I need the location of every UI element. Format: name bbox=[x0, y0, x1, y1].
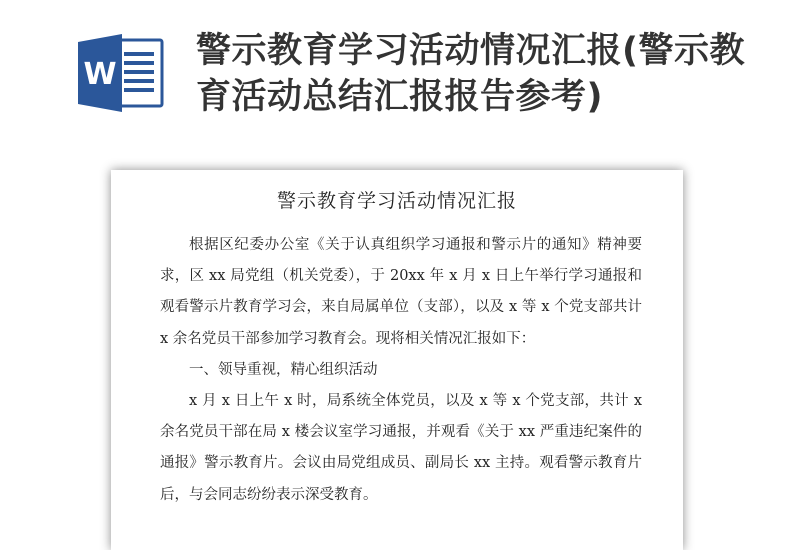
page-title: 警示教育学习活动情况汇报(警示教育活动总结汇报报告参考) bbox=[196, 31, 745, 117]
document-paragraph: x 月 x 日上午 x 时，局系统全体党员，以及 x 等 x 个党支部，共计 x 余名党员干部在局 x 楼会议室学习通报，并观看《关于 xx 严重违纪案件的通报》警示教育片。会议由局党组成员、副局长 xx 主持。观看警示教育片后，与会同志纷纷表示深受教育。 bbox=[160, 393, 642, 503]
document-section-heading: 一、领导重视，精心组织活动 bbox=[189, 361, 378, 378]
word-icon-letter: W bbox=[83, 57, 117, 92]
document-body bbox=[160, 230, 642, 511]
document-heading: 警示教育学习活动情况汇报 bbox=[276, 190, 517, 212]
document-page bbox=[111, 170, 683, 550]
word-document-icon bbox=[76, 32, 164, 114]
header bbox=[0, 0, 800, 150]
document-paragraph: 根据区纪委办公室《关于认真组织学习通报和警示片的通知》精神要求，区 xx 局党组（机关党委），于 20xx 年 x 月 x 日上午举行学习通报和观看警示片教育学习会，来自局属单位（支部），以及 x 等 x 个党支部共计 x 余名党员干部参加学习教育会。现将相关情况汇报如下： bbox=[160, 237, 642, 347]
